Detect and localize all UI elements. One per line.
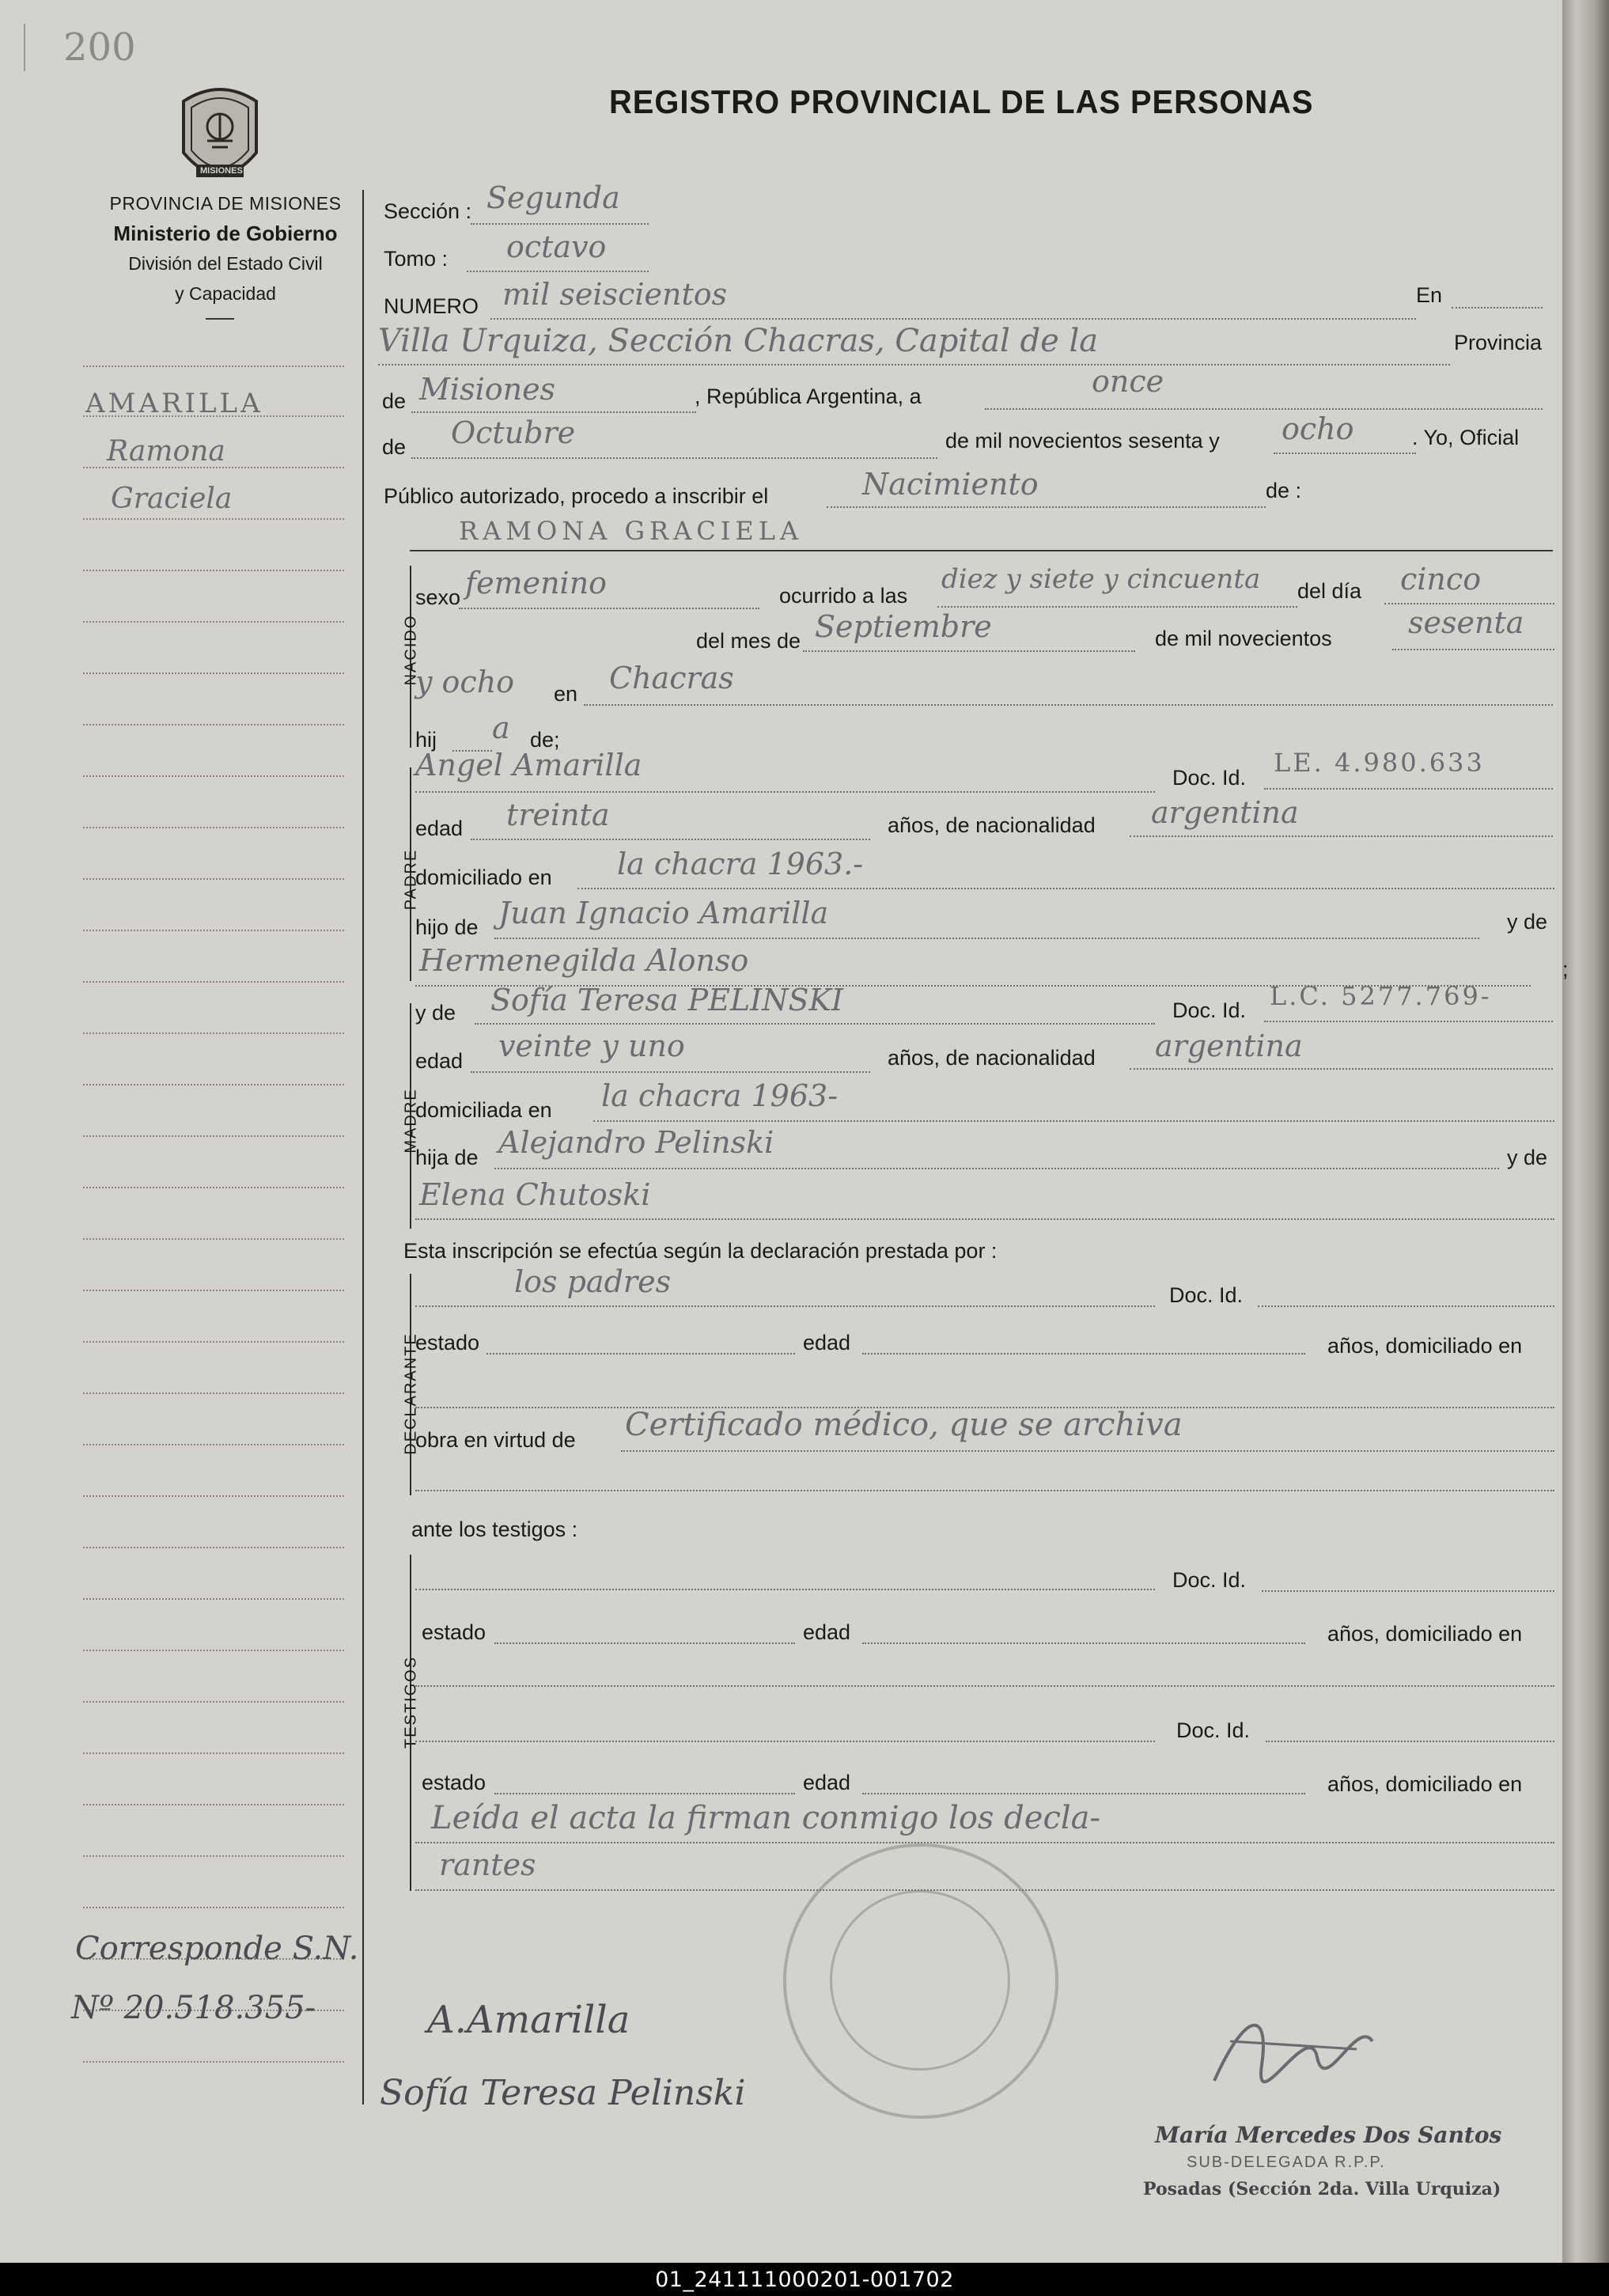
declarante-doc-label: Doc. Id. xyxy=(1169,1283,1244,1307)
madre-name-value: Sofía Teresa PELINSKI xyxy=(490,983,843,1017)
republica-label: , República Argentina, a xyxy=(695,385,922,408)
padre-edad-value: treinta xyxy=(506,798,610,832)
testigo2-anios-label: años, domiciliado en xyxy=(1327,1772,1523,1796)
padre-semicolon: ; xyxy=(1562,957,1569,981)
margin-line xyxy=(83,1752,344,1754)
official-name: María Mercedes Dos Santos xyxy=(1155,2122,1502,2148)
padre-nac-line xyxy=(1130,835,1553,837)
margin-line xyxy=(83,1804,344,1805)
hij-label: hij xyxy=(415,728,437,752)
closing-value-2: rantes xyxy=(439,1847,536,1882)
margin-line xyxy=(83,1238,344,1240)
official-seal-inner-ring xyxy=(830,1890,1010,2071)
provincia-label: Provincia xyxy=(1454,331,1543,354)
year-label: de mil novecientos sesenta y xyxy=(945,429,1220,453)
testigo1-doc-line xyxy=(1262,1590,1554,1592)
testigos-side-label: TESTIGOS xyxy=(402,1655,420,1749)
header-province: PROVINCIA DE MISIONES xyxy=(109,193,342,214)
madre-hija-value: Alejandro Pelinski xyxy=(498,1125,774,1160)
madre-nac-line xyxy=(1130,1068,1553,1070)
mil-label: de mil novecientos xyxy=(1155,627,1332,650)
margin-line xyxy=(83,724,344,726)
declarante-estado-label: estado xyxy=(415,1331,480,1354)
page-number-rule xyxy=(24,24,25,71)
margin-surname: AMARILLA xyxy=(85,388,263,419)
obra-line xyxy=(621,1450,1554,1452)
margin-first-name: Ramona xyxy=(107,435,225,468)
anio-value: sesenta xyxy=(1408,605,1524,640)
margin-line xyxy=(83,827,344,828)
de-month-label: de xyxy=(382,435,407,459)
margin-line xyxy=(83,1495,344,1497)
emblem-label: MISIONES xyxy=(200,166,243,176)
header-ministry: Ministerio de Gobierno xyxy=(113,222,338,245)
hij-value: a xyxy=(492,710,510,745)
closing-line-1 xyxy=(415,1842,1554,1843)
padre-dom-label: domiciliado en xyxy=(415,866,552,889)
issuer-header xyxy=(75,188,376,309)
testigo2-doc-label: Doc. Id. xyxy=(1176,1718,1251,1742)
madre-side-label: MADRE xyxy=(402,1088,420,1154)
place-value: Villa Urquiza, Sección Chacras, Capital de la xyxy=(378,323,1099,359)
padre-hijo-label: hijo de xyxy=(415,915,479,939)
testigo1-estado-label: estado xyxy=(422,1620,486,1644)
declarante-intro: Esta inscripción se efectúa según la declaración prestada por : xyxy=(403,1239,998,1263)
margin-line xyxy=(83,775,344,777)
padre-edad-line xyxy=(471,839,870,840)
madre-hija-label: hija de xyxy=(415,1146,479,1169)
numero-value: mil seiscientos xyxy=(502,277,728,312)
margin-line xyxy=(83,366,344,367)
margin-line xyxy=(83,518,344,520)
padre-side-label: PADRE xyxy=(402,848,420,911)
margin-line xyxy=(83,1084,344,1085)
margin-line xyxy=(83,1907,344,1908)
margin-divider xyxy=(362,190,364,2105)
madre-nac-value: argentina xyxy=(1155,1029,1303,1063)
en-line xyxy=(1452,307,1543,309)
margin-line xyxy=(83,981,344,983)
testigo2-estado-label: estado xyxy=(422,1771,486,1794)
madre-name-line xyxy=(475,1023,1155,1025)
mes-line xyxy=(803,650,1135,652)
declarante-name-value: los padres xyxy=(514,1264,672,1299)
declarante-doc-line xyxy=(1258,1305,1554,1307)
madre-nac-label: años, de nacionalidad xyxy=(888,1046,1096,1070)
header-division: División del Estado Civil xyxy=(128,253,323,274)
testigo1-estado-line xyxy=(494,1642,795,1644)
lugar-value: Chacras xyxy=(609,661,734,695)
day-value: once xyxy=(1092,364,1164,399)
madre-madre-line xyxy=(415,1218,1554,1220)
closing-value: Leída el acta la firman conmigo los decla- xyxy=(431,1800,1100,1836)
header-underline xyxy=(206,318,234,320)
obra-value: Certificado médico, que se archiva xyxy=(625,1407,1183,1443)
anio-line xyxy=(1392,649,1554,650)
tomo-line xyxy=(467,271,649,272)
margin-note-number: Nº 20.518.355- xyxy=(71,1990,316,2026)
mes-value: Septiembre xyxy=(815,609,992,644)
margin-line xyxy=(83,673,344,674)
margin-line xyxy=(83,1598,344,1600)
madre-dom-line xyxy=(593,1120,1554,1122)
testigo1-dom-line xyxy=(415,1685,1554,1687)
dia-value: cinco xyxy=(1400,562,1482,597)
padre-dom-value: la chacra 1963.- xyxy=(617,847,864,881)
sexo-line xyxy=(459,608,759,609)
sexo-label: sexo xyxy=(415,585,461,609)
testigo2-estado-line xyxy=(494,1793,795,1794)
del-mes-label: del mes de xyxy=(696,629,801,653)
sexo-value: femenino xyxy=(465,566,608,601)
padre-dom-line xyxy=(577,888,1554,889)
obra-line-2 xyxy=(415,1490,1554,1491)
hora-value: diez y siete y cincuenta xyxy=(941,563,1261,595)
tomo-value: octavo xyxy=(506,229,607,264)
obra-label: obra en virtud de xyxy=(415,1428,576,1452)
y-ocho-value: y ocho xyxy=(415,665,515,699)
testigo2-name-line xyxy=(415,1741,1155,1742)
madre-edad-value: veinte y uno xyxy=(498,1029,685,1063)
margin-line xyxy=(83,1341,344,1343)
person-name-value: RAMONA GRACIELA xyxy=(459,516,804,546)
day-line xyxy=(985,408,1543,410)
margin-line xyxy=(83,930,344,931)
margin-line xyxy=(83,1135,344,1137)
madre-doc-value: L.C. 5277.769- xyxy=(1270,981,1492,1011)
margin-line xyxy=(83,1187,344,1188)
document-title: REGISTRO PROVINCIAL DE LAS PERSONAS xyxy=(609,83,1314,120)
year-line xyxy=(1274,453,1416,454)
margin-line xyxy=(83,2061,344,2063)
padre-hijo-value: Juan Ignacio Amarilla xyxy=(498,896,829,930)
madre-dom-label: domiciliada en xyxy=(415,1098,552,1122)
padre-doc-line xyxy=(1264,788,1553,790)
margin-second-name: Graciela xyxy=(111,483,233,515)
de-label: de xyxy=(382,389,407,413)
official-seal-stamp xyxy=(783,1843,1058,2119)
seccion-line xyxy=(471,223,649,225)
seccion-label: Sección : xyxy=(384,199,472,223)
header-capacity: y Capacidad xyxy=(175,283,276,304)
declarante-side-label: DECLARANTE xyxy=(402,1332,420,1455)
year-value: ocho xyxy=(1282,411,1354,446)
margin-line xyxy=(83,1032,344,1034)
hora-line xyxy=(937,606,1297,608)
margin-line xyxy=(83,1547,344,1548)
act-value: Nacimiento xyxy=(862,467,1039,502)
madre-dom-value: la chacra 1963- xyxy=(601,1078,839,1113)
declarante-name-line xyxy=(415,1305,1155,1307)
padre-name-line xyxy=(415,791,1155,793)
margin-line xyxy=(83,570,344,571)
en-nacido-label: en xyxy=(554,682,578,706)
testigos-intro: ante los testigos : xyxy=(411,1517,578,1541)
margin-line xyxy=(83,1701,344,1703)
padre-doc-label: Doc. Id. xyxy=(1172,766,1247,790)
madre-madre-value: Elena Chutoski xyxy=(419,1177,651,1212)
madre-doc-label: Doc. Id. xyxy=(1172,998,1247,1022)
padre-name-value: Angel Amarilla xyxy=(415,748,642,782)
declarante-edad-label: edad xyxy=(803,1331,851,1354)
padre-hijo-line xyxy=(494,938,1479,939)
margin-line xyxy=(83,1444,344,1445)
province-value: Misiones xyxy=(419,372,556,407)
name-rule xyxy=(410,550,1553,551)
signature-mother: Sofía Teresa Pelinski xyxy=(380,2073,746,2113)
dia-line xyxy=(1384,603,1554,604)
de-semicolon-label: de; xyxy=(530,728,560,752)
signature-father: A.Amarilla xyxy=(427,1998,630,2042)
declarante-edad-line xyxy=(862,1353,1305,1354)
province-line xyxy=(411,411,696,413)
margin-line xyxy=(83,1650,344,1651)
provincial-emblem xyxy=(176,78,264,196)
place-line xyxy=(378,364,1450,366)
margin-line xyxy=(83,1855,344,1857)
padre-edad-label: edad xyxy=(415,816,464,840)
del-dia-label: del día xyxy=(1297,579,1362,603)
tomo-label: Tomo : xyxy=(384,247,449,271)
madre-hija-line xyxy=(494,1168,1499,1169)
en-label: En xyxy=(1416,283,1443,307)
act-line xyxy=(827,506,1266,508)
testigo1-name-line xyxy=(415,1589,1155,1590)
padre-nac-value: argentina xyxy=(1151,795,1299,830)
seccion-value: Segunda xyxy=(486,180,620,215)
oficial-label: . Yo, Oficial xyxy=(1412,426,1520,449)
month-value: Octubre xyxy=(451,415,576,450)
margin-line xyxy=(83,1392,344,1394)
margin-line xyxy=(83,1290,344,1291)
madre-yde-label: y de xyxy=(415,1001,456,1025)
padre-yde-label: y de xyxy=(1507,910,1548,934)
madre-edad-label: edad xyxy=(415,1049,464,1073)
lugar-line xyxy=(584,704,1553,706)
page-number: 200 xyxy=(63,25,136,70)
margin-note-sn: Corresponde S.N. xyxy=(75,1930,359,1967)
testigo1-edad-label: edad xyxy=(803,1620,851,1644)
footer-filename: 01_241111000201-001702 xyxy=(0,2263,1609,2296)
testigo1-edad-line xyxy=(862,1642,1305,1644)
testigo2-doc-line xyxy=(1266,1741,1554,1742)
month-line xyxy=(411,457,937,459)
testigo1-anios-label: años, domiciliado en xyxy=(1327,1622,1523,1646)
numero-line xyxy=(490,318,1416,320)
publico-label: Público autorizado, procedo a inscribir el xyxy=(384,484,769,508)
declarante-anios-label: años, domiciliado en xyxy=(1327,1334,1523,1358)
testigo2-edad-line xyxy=(862,1793,1305,1794)
nacido-side-label: NACIDO xyxy=(402,614,420,686)
padre-doc-value: LE. 4.980.633 xyxy=(1274,748,1485,778)
ocurrido-label: ocurrido a las xyxy=(779,584,908,608)
madre-edad-line xyxy=(471,1071,870,1073)
de-colon-label: de : xyxy=(1266,479,1302,502)
official-role: SUB-DELEGADA R.P.P. xyxy=(1187,2154,1386,2171)
madre-yde2-label: y de xyxy=(1507,1146,1548,1169)
testigo1-doc-label: Doc. Id. xyxy=(1172,1568,1247,1592)
page-edge xyxy=(1562,0,1609,2263)
padre-nac-label: años, de nacionalidad xyxy=(888,813,1096,837)
margin-line xyxy=(83,621,344,623)
declarante-estado-line xyxy=(486,1353,795,1354)
madre-doc-line xyxy=(1264,1021,1553,1022)
testigo2-edad-label: edad xyxy=(803,1771,851,1794)
margin-line xyxy=(83,878,344,880)
padre-madre-value: Hermenegilda Alonso xyxy=(419,943,749,978)
numero-label: NUMERO xyxy=(384,294,479,318)
official-place: Posadas (Sección 2da. Villa Urquiza) xyxy=(1143,2179,1501,2199)
signature-official xyxy=(1198,1994,1388,2105)
